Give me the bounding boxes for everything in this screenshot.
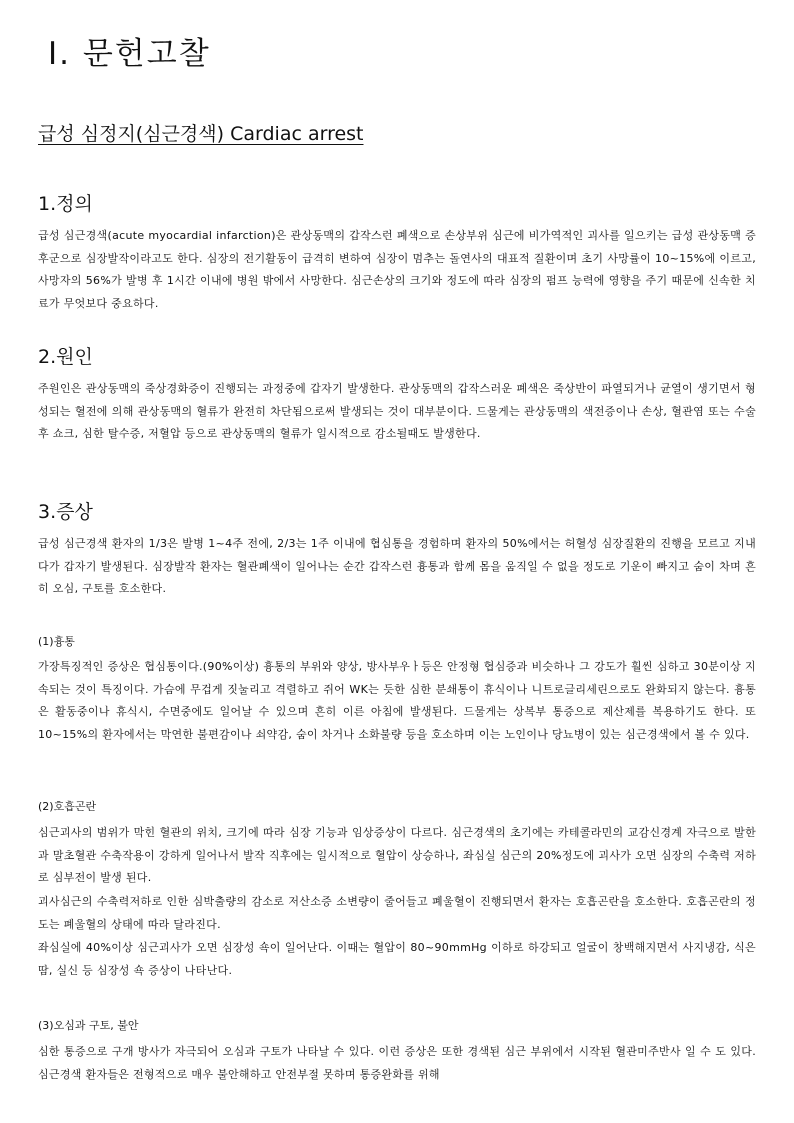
dyspnea-paragraph-1: 심근괴사의 범위가 막힌 혈관의 위치, 크기에 따라 심장 기능과 임상증상이 다르다. 심근경색의 초기에는 카테콜라민의 교감신경계 자극으로 발한과 말초혈관 수축작용이 강하게 일어나서 발작 직후에는 일시적으로 혈압이 상승하나, 좌심실 심근의 20%정도에 괴사가 오면 심장의 수축력 저하로 심부전이 발생 된다. xyxy=(38,826,756,884)
chapter-heading: Ⅰ. 문헌고찰 xyxy=(48,36,211,72)
dyspnea-paragraph-2: 괴사심근의 수축력저하로 인한 심박출량의 감소로 저산소증 소변량이 줄어들고 폐울혈이 진행되면서 환자는 호흡곤란을 호소한다. 호흡곤란의 정도는 폐울혈의 상태에 따라 달라진다. xyxy=(38,895,756,931)
section-heading-cause: 2.원인 xyxy=(38,346,93,368)
cause-paragraph: 주원인은 관상동맥의 죽상경화증이 진행되는 과정중에 갑자기 발생한다. 관상동맥의 갑작스러운 폐색은 죽상반이 파열되거나 균열이 생기면서 형성되는 혈전에 의해 관상동맥의 혈류가 완전히 차단됨으로써 발생되는 것이 대부분이다. 드물게는 관상동맥의 색전증이나 손상, 혈관염 또는 수술 후 쇼크, 심한 탈수증, 저혈압 등으로 관상동맥의 혈류가 일시적으로 감소될때도 발생한다. xyxy=(38,382,756,440)
definition-paragraph: 급성 심근경색(acute myocardial infarction)은 관상동맥의 갑작스런 폐색으로 손상부위 심근에 비가역적인 괴사를 일으키는 급성 관상동맥 증후군으로 심장발작이라고도 한다. 심장의 전기활동이 급격히 변하여 심장이 멈추는 돌연사의 대표적 질환이며 초기 사망률이 10~15%에 이르고, 사망자의 56%가 발병 후 1시간 이내에 병원 밖에서 사망한다. 심근손상의 크기와 정도에 따라 심장의 펌프 능력에 영향을 주기 때문에 신속한 치료가 무엇보다 중요하다. xyxy=(38,229,756,310)
symptoms-paragraph: 급성 심근경색 환자의 1/3은 발병 1~4주 전에, 2/3는 1주 이내에 협심통을 경험하며 환자의 50%에서는 허혈성 심장질환의 진행을 모르고 지내다가 갑자기 발생된다. 심장발작 환자는 혈관폐색이 일어나는 순간 갑작스런 흉통과 함께 몸을 움직일 수 없을 정도로 기운이 빠지고 숨이 차며 흔히 오심, 구토를 호소한다. xyxy=(38,537,756,595)
subsection-heading-nausea: (3)오심과 구토, 불안 xyxy=(38,1019,139,1032)
document-title: 급성 심정지(심근경색) Cardiac arrest xyxy=(38,123,364,145)
section-heading-symptoms: 3.증상 xyxy=(38,501,93,523)
chest-pain-paragraph: 가장특징적인 증상은 협심통이다.(90%이상) 흉통의 부위와 양상, 방사부우ㅏ등은 안정형 협심증과 비슷하나 그 강도가 훨씬 심하고 30분이상 지속되는 것이 특징이다. 가슴에 무겁게 짓눌리고 격렬하고 쥐어 WK는 듯한 심한 분쇄통이 휴식이나 니트로글리세린으로도 완화되지 않는다. 흉통은 활동중이나 휴식시, 수면중에도 일어날 수 있으며 흔히 이른 아침에 발생된다. 드물게는 상복부 통증으로 제산제를 복용하기도 한다. 또 10~15%의 환자에서는 막연한 불편감이나 쇠약감, 숨이 차거나 소화불량 등을 호소하며 이는 노인이나 당뇨병이 있는 심근경색에서 볼 수 있다. xyxy=(38,660,756,741)
nausea-paragraph: 심한 통증으로 구개 방사가 자극되어 오심과 구토가 나타날 수 있다. 이런 증상은 또한 경색된 심근 부위에서 시작된 혈관미주반사 일 수 도 있다. 심근경색 환자들은 전형적으로 매우 불안해하고 안전부절 못하며 통증완화를 위해 xyxy=(38,1045,756,1081)
section-heading-definition: 1.정의 xyxy=(38,193,93,215)
subsection-heading-chest-pain: (1)흉통 xyxy=(38,635,75,648)
dyspnea-paragraph-3: 좌심실에 40%이상 심근괴사가 오면 심장성 쇽이 일어난다. 이때는 혈압이 80~90mmHg 이하로 하강되고 얼굴이 창백해지면서 사지냉감, 식은땀, 실신 등 심장성 쇽 증상이 나타난다. xyxy=(38,941,756,977)
subsection-heading-dyspnea: (2)호흡곤란 xyxy=(38,800,97,813)
